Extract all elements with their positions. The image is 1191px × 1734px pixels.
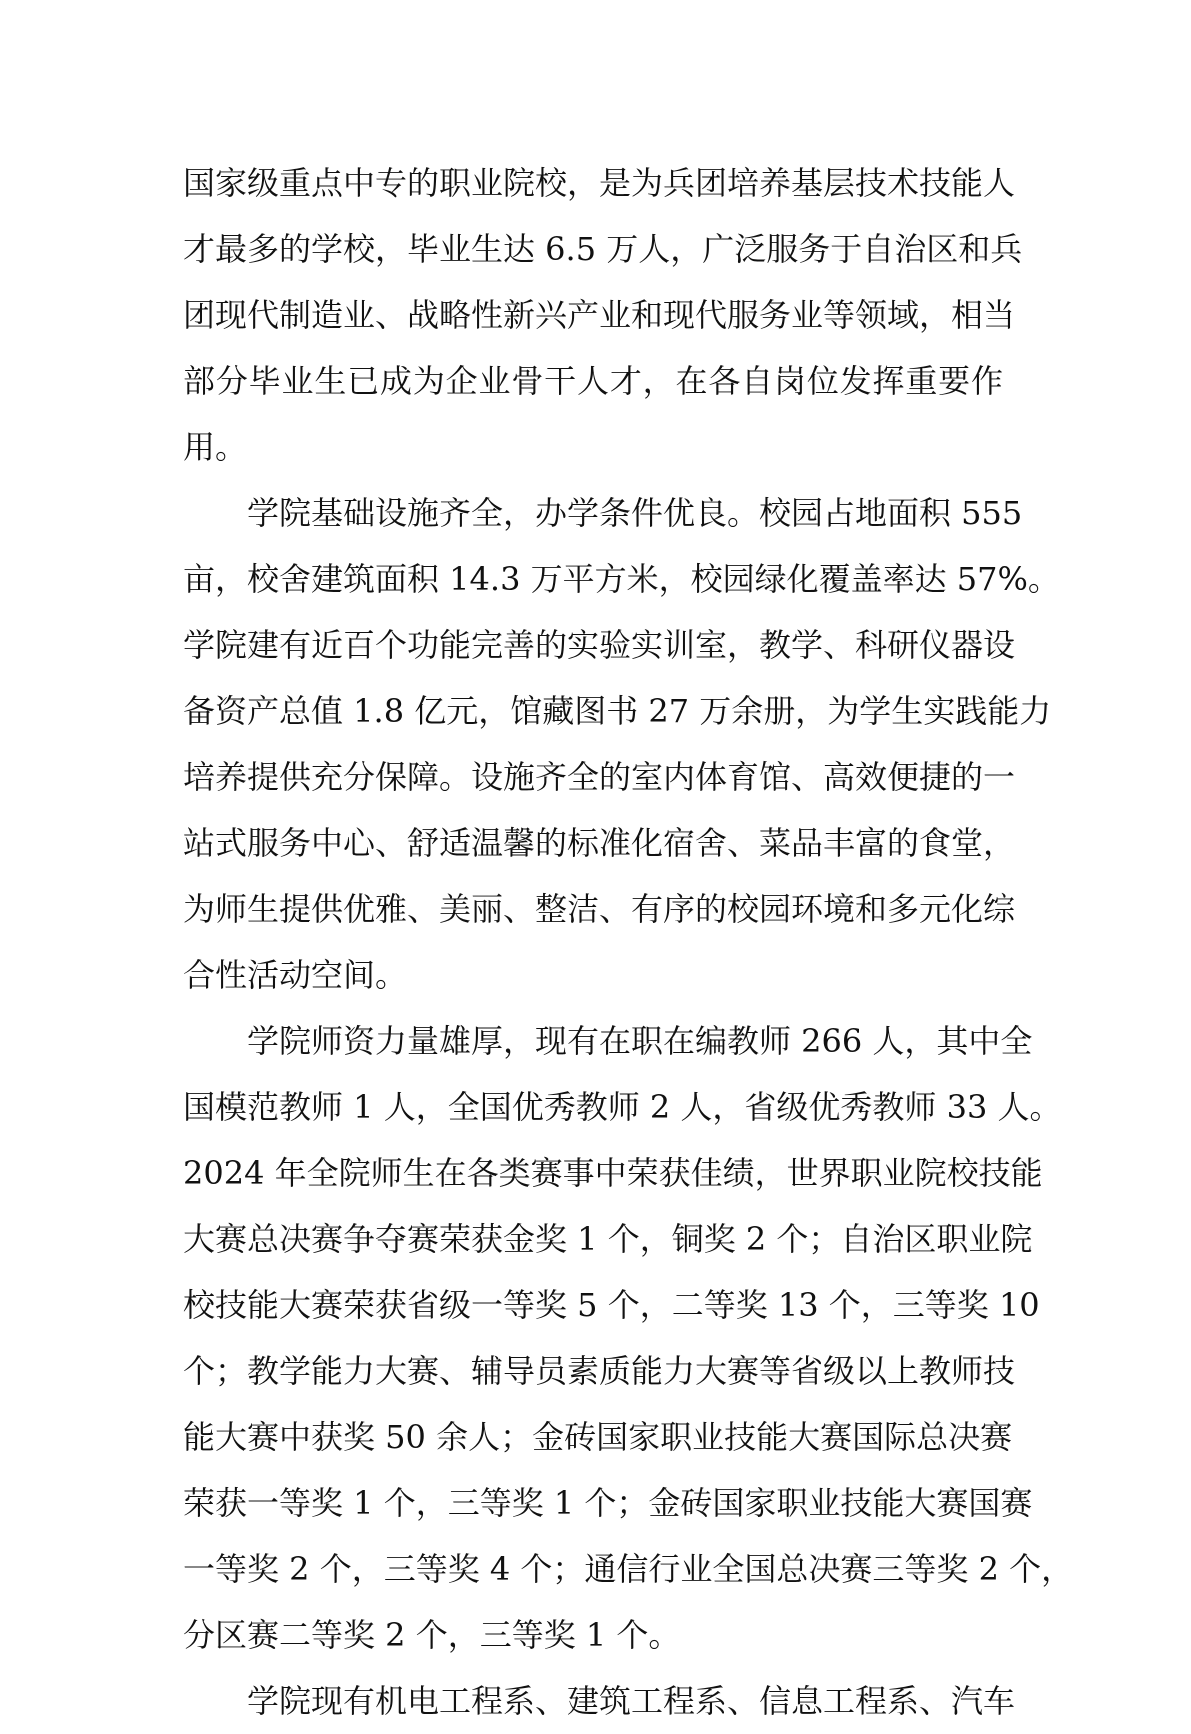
text-line: 一等奖 2 个，三等奖 4 个；通信行业全国总决赛三等奖 2 个，	[183, 1550, 1074, 1588]
text-line: 分区赛二等奖 2 个，三等奖 1 个。	[183, 1616, 681, 1654]
text-line: 用。	[183, 428, 248, 466]
text-line: 亩，校舍建筑面积 14.3 万平方米，校园绿化覆盖率达 57%。	[183, 560, 1060, 598]
text-line: 荣获一等奖 1 个，三等奖 1 个；金砖国家职业技能大赛国赛	[183, 1484, 1033, 1522]
text-line: 国家级重点中专的职业院校，是为兵团培养基层技术技能人	[183, 164, 1016, 202]
text-line: 个；教学能力大赛、辅导员素质能力大赛等省级以上教师技	[183, 1352, 1016, 1390]
text-line: 学院建有近百个功能完善的实验实训室，教学、科研仪器设	[183, 626, 1016, 664]
text-line: 校技能大赛荣获省级一等奖 5 个，二等奖 13 个，三等奖 10	[183, 1286, 1040, 1324]
text-line: 部分毕业生已成为企业骨干人才，在各自岗位发挥重要作	[183, 362, 1003, 400]
text-line: 培养提供充分保障。设施齐全的室内体育馆、高效便捷的一	[183, 758, 1016, 796]
paragraph-first-line: 学院基础设施齐全，办学条件优良。校园占地面积 555	[247, 494, 1023, 532]
text-line: 团现代制造业、战略性新兴产业和现代服务业等领域，相当	[183, 296, 1016, 334]
text-line: 才最多的学校，毕业生达 6.5 万人，广泛服务于自治区和兵	[183, 230, 1023, 268]
paragraph-first-line: 学院现有机电工程系、建筑工程系、信息工程系、汽车	[247, 1682, 1016, 1720]
document-body	[183, 150, 1074, 1734]
text-line: 2024 年全院师生在各类赛事中荣获佳绩，世界职业院校技能	[183, 1154, 1043, 1192]
text-line: 能大赛中获奖 50 余人；金砖国家职业技能大赛国际总决赛	[183, 1418, 1013, 1456]
text-line: 站式服务中心、舒适温馨的标准化宿舍、菜品丰富的食堂，	[183, 824, 1016, 862]
text-line: 备资产总值 1.8 亿元，馆藏图书 27 万余册，为学生实践能力	[183, 692, 1052, 730]
text-line: 大赛总决赛争夺赛荣获金奖 1 个，铜奖 2 个；自治区职业院	[183, 1220, 1033, 1258]
text-line: 为师生提供优雅、美丽、整洁、有序的校园环境和多元化综	[183, 890, 1016, 928]
paragraph-first-line: 学院师资力量雄厚，现有在职在编教师 266 人，其中全	[247, 1022, 1033, 1060]
text-line: 合性活动空间。	[183, 956, 408, 994]
text-line: 国模范教师 1 人，全国优秀教师 2 人，省级优秀教师 33 人。	[183, 1088, 1062, 1126]
